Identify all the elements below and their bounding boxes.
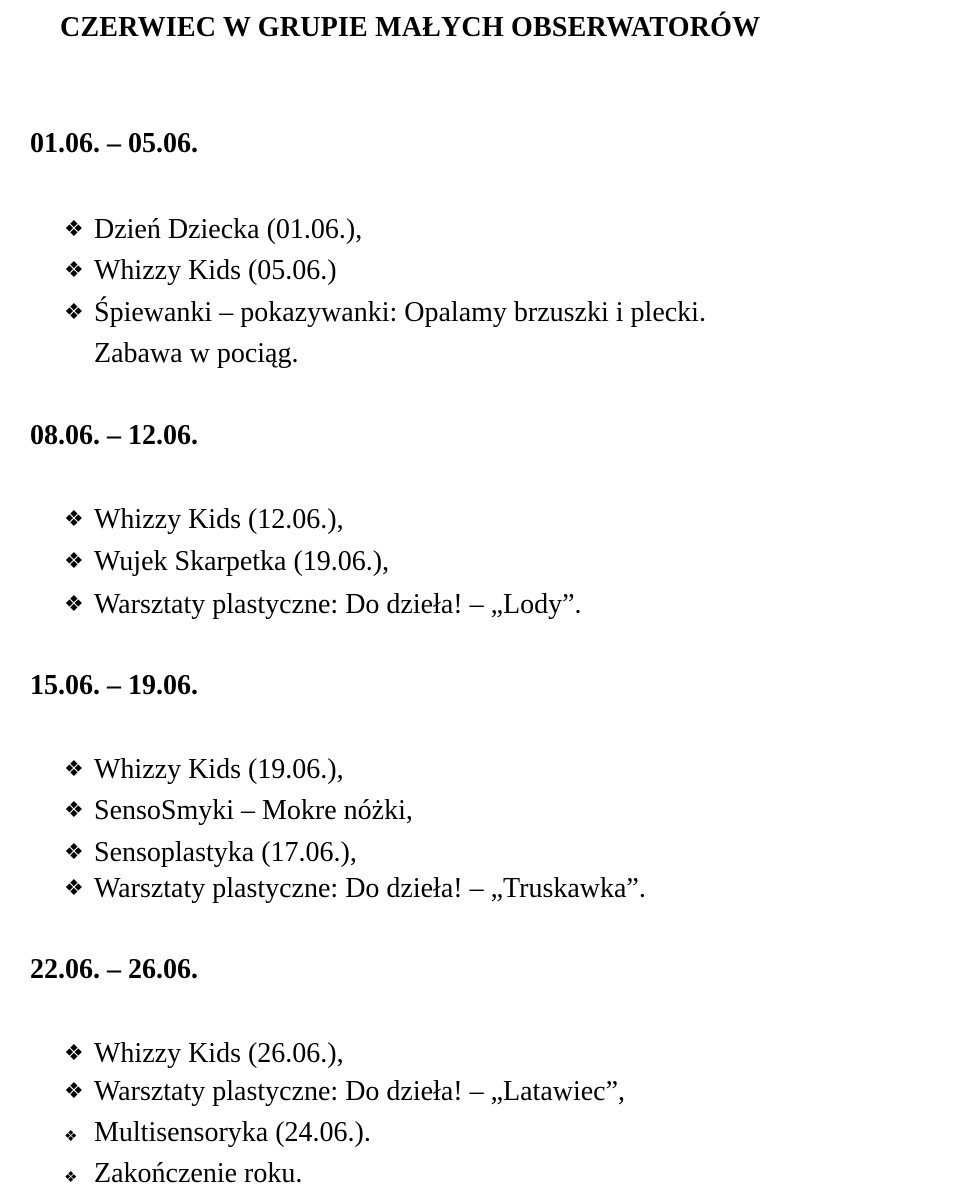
bullet-icon: ❖ [64, 548, 84, 573]
list-item: ❖ Whizzy Kids (26.06.), [64, 1032, 344, 1075]
page-title: CZERWIEC W GRUPIE MAŁYCH OBSERWATORÓW [60, 12, 761, 43]
bullet-icon: ❖ [64, 591, 84, 616]
list-item: ❖ Warsztaty plastyczne: Do dzieła! – „Lody”. [64, 583, 582, 626]
bullet-icon: ❖ [64, 1170, 78, 1186]
bullet-icon: ❖ [64, 299, 84, 324]
bullet-icon: ❖ [64, 875, 84, 900]
list-item: ❖ Warsztaty plastyczne: Do dzieła! – „Truskawka”. [64, 867, 646, 910]
list-item: ❖ SensoSmyki – Mokre nóżki, [64, 789, 413, 832]
week-heading: 01.06. – 05.06. [30, 128, 198, 159]
week-heading: 15.06. – 19.06. [30, 670, 198, 701]
bullet-icon: ❖ [64, 797, 84, 822]
list-item: ❖ Multisensoryka (24.06.). [64, 1112, 371, 1158]
bullet-icon: ❖ [64, 257, 84, 282]
list-item: ❖ Dzień Dziecka (01.06.), [64, 208, 362, 251]
week-heading: 22.06. – 26.06. [30, 954, 198, 985]
bullet-icon: ❖ [64, 1078, 84, 1103]
week-heading: 08.06. – 12.06. [30, 420, 198, 451]
bullet-icon: ❖ [64, 506, 84, 531]
bullet-icon: ❖ [64, 216, 84, 241]
bullet-icon: ❖ [64, 1040, 84, 1065]
bullet-icon: ❖ [64, 756, 84, 781]
list-item: ❖ Zakończenie roku. [64, 1153, 302, 1199]
list-item: ❖ Whizzy Kids (12.06.), [64, 498, 344, 541]
list-item-continuation: Zabawa w pociąg. [94, 338, 299, 369]
list-item: ❖ Warsztaty plastyczne: Do dzieła! – „Latawiec”, [64, 1070, 625, 1113]
list-item: ❖ Whizzy Kids (19.06.), [64, 748, 344, 791]
list-item: ❖ Whizzy Kids (05.06.) [64, 249, 337, 292]
list-item: ❖ Śpiewanki – pokazywanki: Opalamy brzuszki i plecki. [64, 291, 706, 334]
bullet-icon: ❖ [64, 1129, 78, 1145]
list-item: ❖ Wujek Skarpetka (19.06.), [64, 540, 389, 583]
bullet-icon: ❖ [64, 839, 84, 864]
list-item: ❖ Sensoplastyka (17.06.), [64, 831, 357, 874]
